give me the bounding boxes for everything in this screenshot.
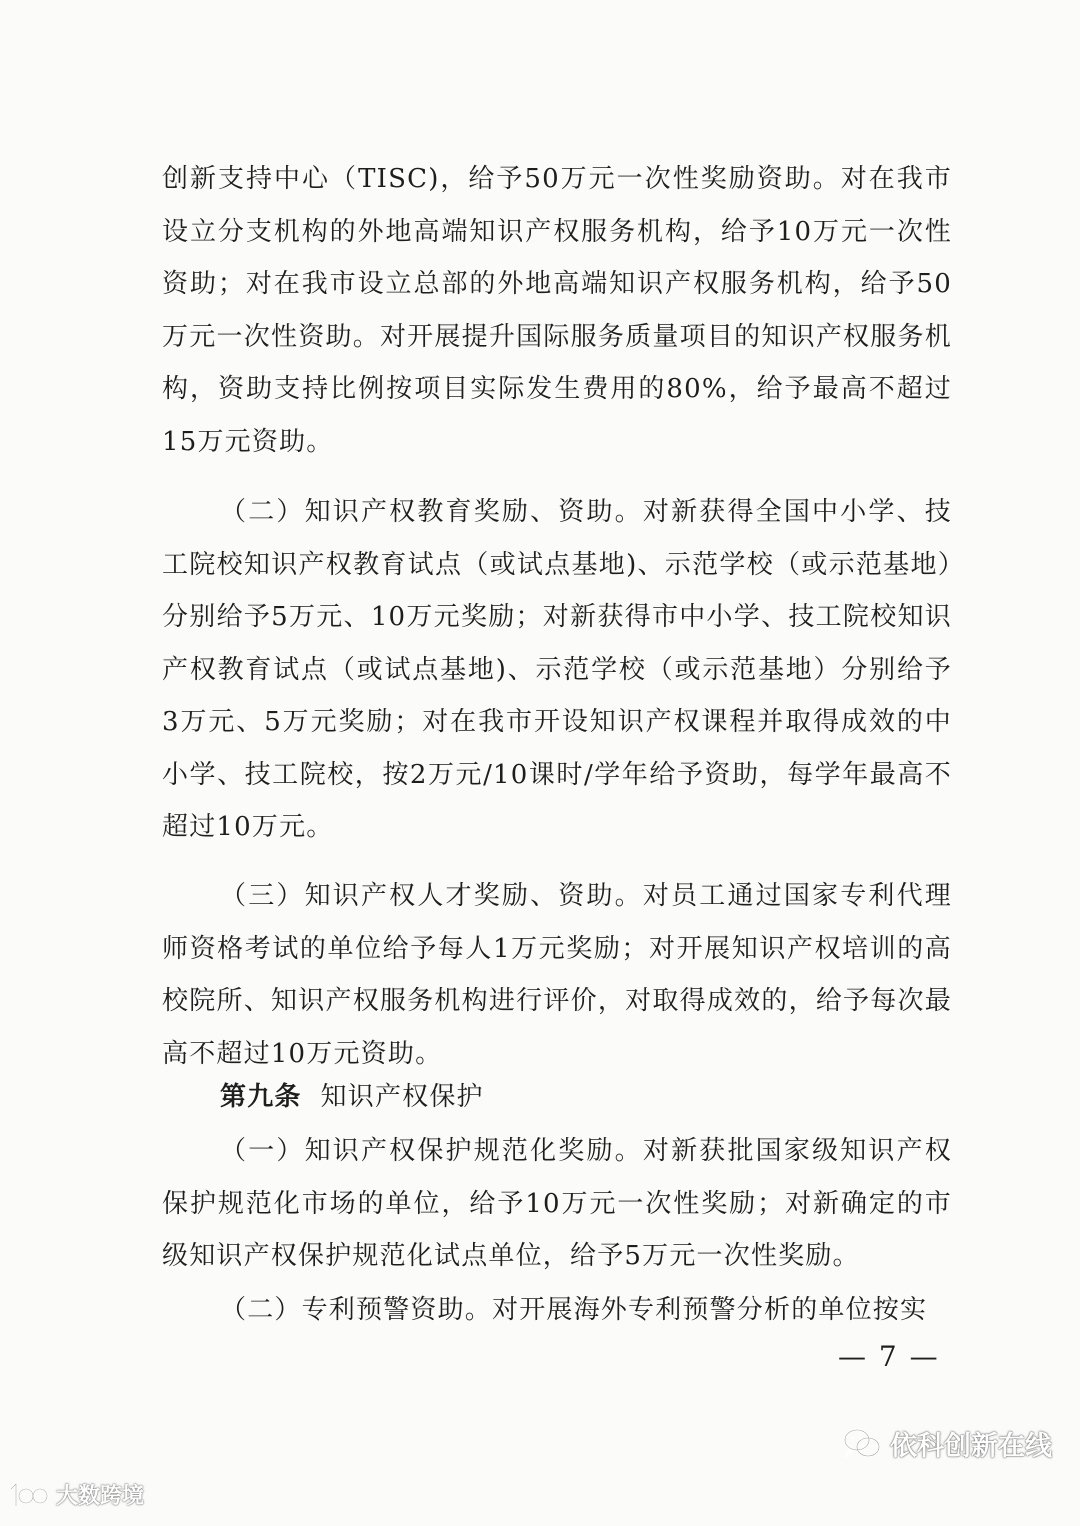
watermark-left-text: 大数跨境	[56, 1484, 145, 1509]
paragraph-patent-warning: （二）专利预警资助。对开展海外专利预警分析的单位按实	[220, 1295, 928, 1325]
wechat-icon	[842, 1427, 882, 1461]
paragraph-ip-protection: （一）知识产权保护规范化奖励。对新获批国家级知识产权保护规范化市场的单位，给予10万元一次性奖励；对新确定的市级知识产权保护规范化试点单位，给予5万元一次性奖励。	[162, 1136, 952, 1271]
article-title: 知识产权保护	[320, 1082, 484, 1112]
watermark-right	[842, 1424, 1052, 1463]
brand-logo-icon	[8, 1480, 52, 1510]
article-number: 第九条	[220, 1082, 302, 1112]
watermark-right-text: 依科创新在线	[890, 1431, 1052, 1462]
paragraph-ip-talent: （三）知识产权人才奖励、资助。对员工通过国家专利代理师资格考试的单位给予每人1万元奖励；对开展知识产权培训的高校院所、知识产权服务机构进行评价，对取得成效的，给予每次最高不超过10万元资助。	[162, 881, 952, 1069]
page-number: — 7 —	[838, 1340, 940, 1373]
watermark-left	[8, 1479, 144, 1510]
paragraph-ip-education: （二）知识产权教育奖励、资助。对新获得全国中小学、技工院校知识产权教育试点（或试点基地)、示范学校（或示范基地）分别给予5万元、10万元奖励；对新获得市中小学、技工院校知识产权教育试点（或试点基地)、示范学校（或示范基地）分别给予3万元、5万元奖励；对在我市开设知识产权课程并取得成效的中小学、技工院校，按2万元/10课时/学年给予资助，每学年最高不超过10万元。	[162, 497, 952, 842]
article-heading	[162, 1071, 952, 1124]
paragraph-tisc-funding: 创新支持中心（TISC)，给予50万元一次性奖励资助。对在我市设立分支机构的外地高端知识产权服务机构，给予10万元一次性资助；对在我市设立总部的外地高端知识产权服务机构，给予50万元一次性资助。对开展提升国际服务质量项目的知识产权服务机构，资助支持比例按项目实际发生费用的80%，给予最高不超过15万元资助。	[162, 164, 952, 457]
